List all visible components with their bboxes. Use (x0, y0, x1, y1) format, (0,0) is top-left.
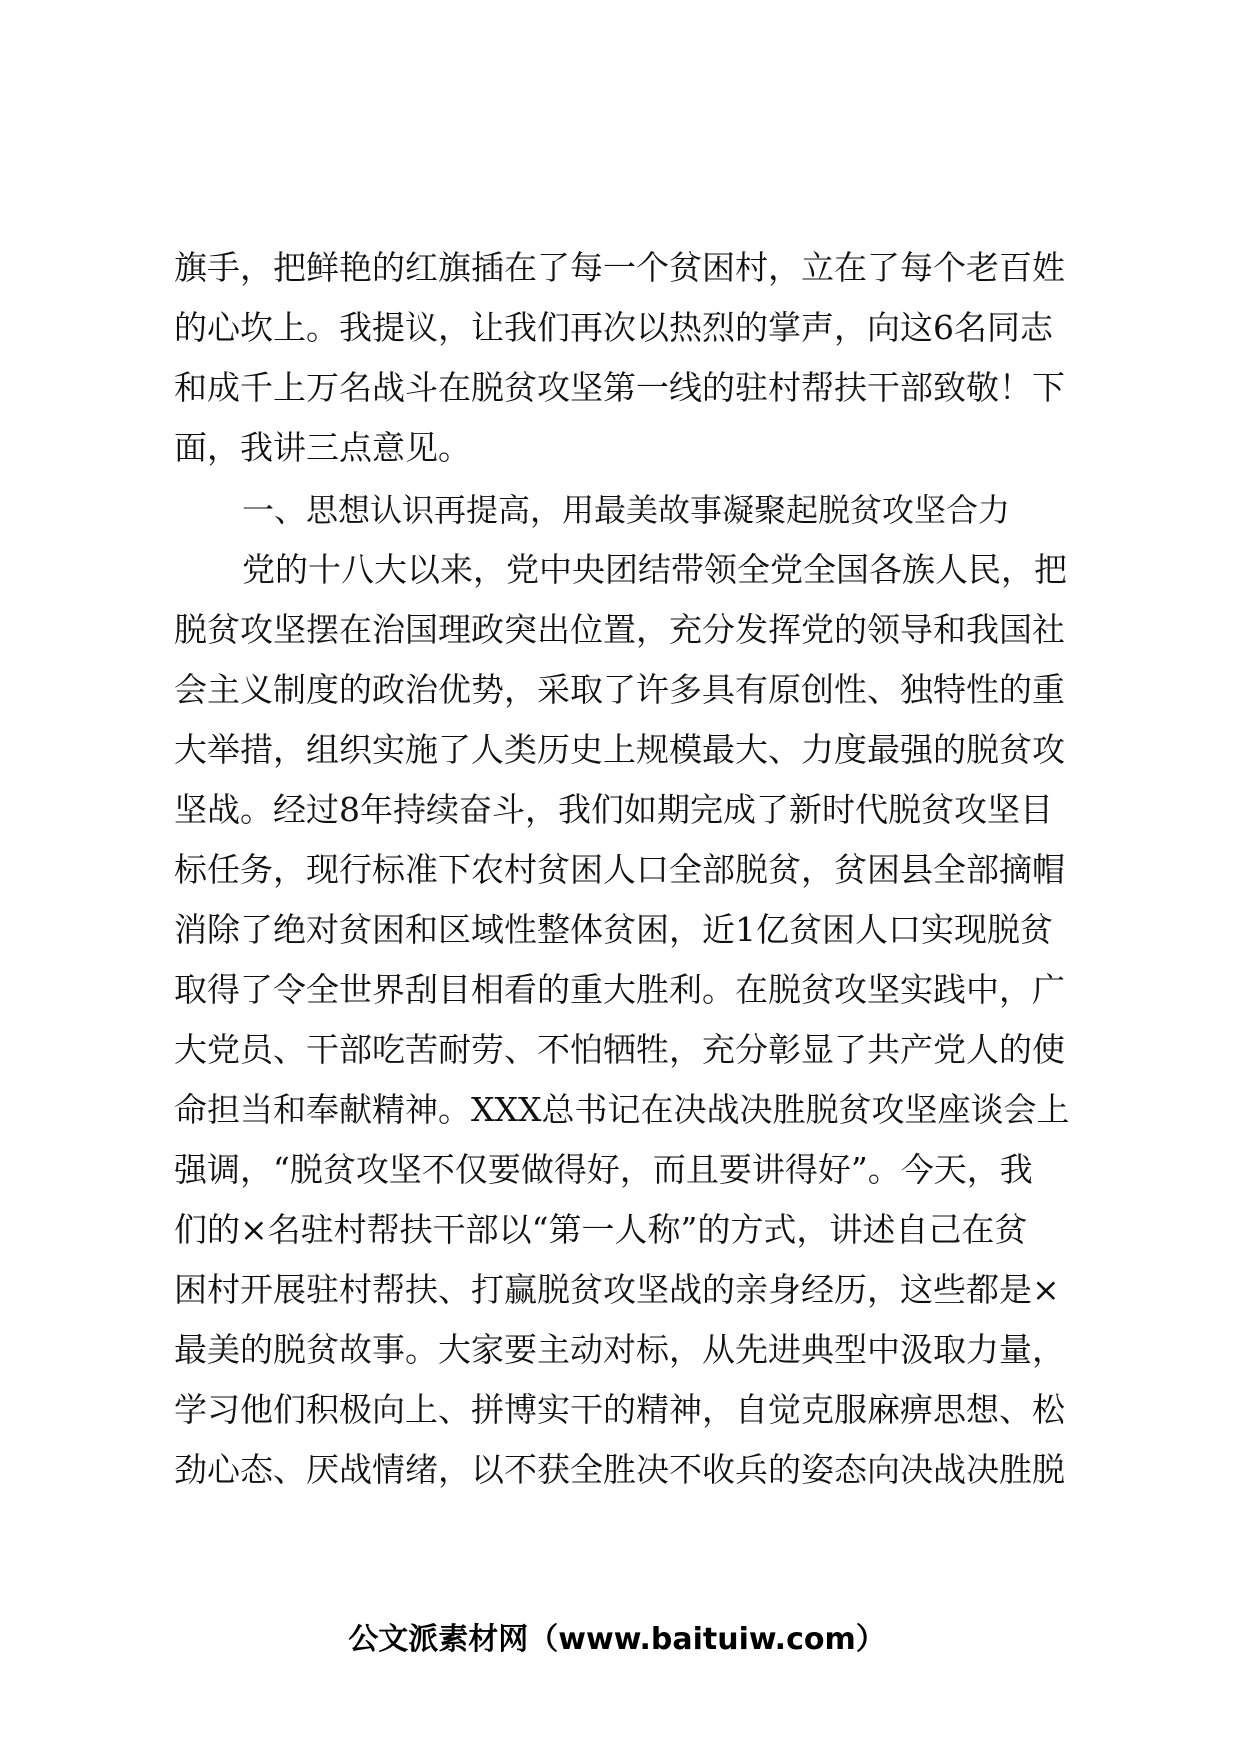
section-heading: 一、思想认识再提高，用最美故事凝聚起脱贫攻坚合力 (242, 491, 1011, 529)
paragraph-line: 脱贫攻坚摆在治国理政突出位置，充分发挥党的领导和我国社 (174, 610, 1065, 649)
paragraph-line: 标任务，现行标准下农村贫困人口全部脱贫，贫困县全部摘帽 (174, 850, 1065, 889)
paragraph-line: 坚战。经过8年持续奋斗，我们如期完成了新时代脱贫攻坚目 (174, 790, 1053, 829)
paragraph-line: 们的×名驻村帮扶干部以“第一人称”的方式，讲述自己在贫 (174, 1210, 1028, 1249)
paragraph-line: 大举措，组织实施了人类历史上规模最大、力度最强的脱贫攻 (174, 730, 1065, 769)
paragraph-line: 的心坎上。我提议，让我们再次以热烈的掌声，向这6名同志 (174, 308, 1053, 347)
paragraph-line: 学习他们积极向上、拼博实干的精神，自觉克服麻痹思想、松 (174, 1390, 1065, 1429)
paragraph-line: 最美的脱贫故事。大家要主动对标，从先进典型中汲取力量， (174, 1330, 1065, 1369)
paragraph-line: 取得了令全世界刮目相看的重大胜利。在脱贫攻坚实践中，广 (174, 970, 1065, 1009)
paragraph-line: 消除了绝对贫困和区域性整体贫困，近1亿贫困人口实现脱贫 (174, 910, 1053, 949)
document-body (174, 238, 1094, 1500)
paragraph-line: 强调，“脱贫攻坚不仅要做得好，而且要讲得好”。今天，我 (174, 1150, 1033, 1189)
paragraph-line: 和成千上万名战斗在脱贫攻坚第一线的驻村帮扶干部致敬！下 (174, 368, 1065, 407)
paragraph-line: 面，我讲三点意见。 (174, 428, 471, 467)
paragraph-line: 大党员、干部吃苦耐劳、不怕牺牲，充分彰显了共产党人的使 (174, 1030, 1065, 1069)
paragraph-line: 命担当和奉献精神。XXX总书记在决战决胜脱贫攻坚座谈会上 (174, 1090, 1070, 1129)
paragraph-line: 会主义制度的政治优势，采取了许多具有原创性、独特性的重 (174, 670, 1065, 709)
footer-watermark-text: 公文派素材网（www.baituiw.com） (348, 1622, 886, 1657)
paragraph-line: 劲心态、厌战情绪，以不获全胜决不收兵的姿态向决战决胜脱 (174, 1450, 1065, 1489)
paragraph-line: 党的十八大以来，党中央团结带领全党全国各族人民，把 (242, 550, 1067, 589)
paragraph-line: 旗手，把鲜艳的红旗插在了每一个贫困村，立在了每个老百姓 (174, 248, 1065, 287)
paragraph-line: 困村开展驻村帮扶、打赢脱贫攻坚战的亲身经历，这些都是× (174, 1270, 1060, 1309)
